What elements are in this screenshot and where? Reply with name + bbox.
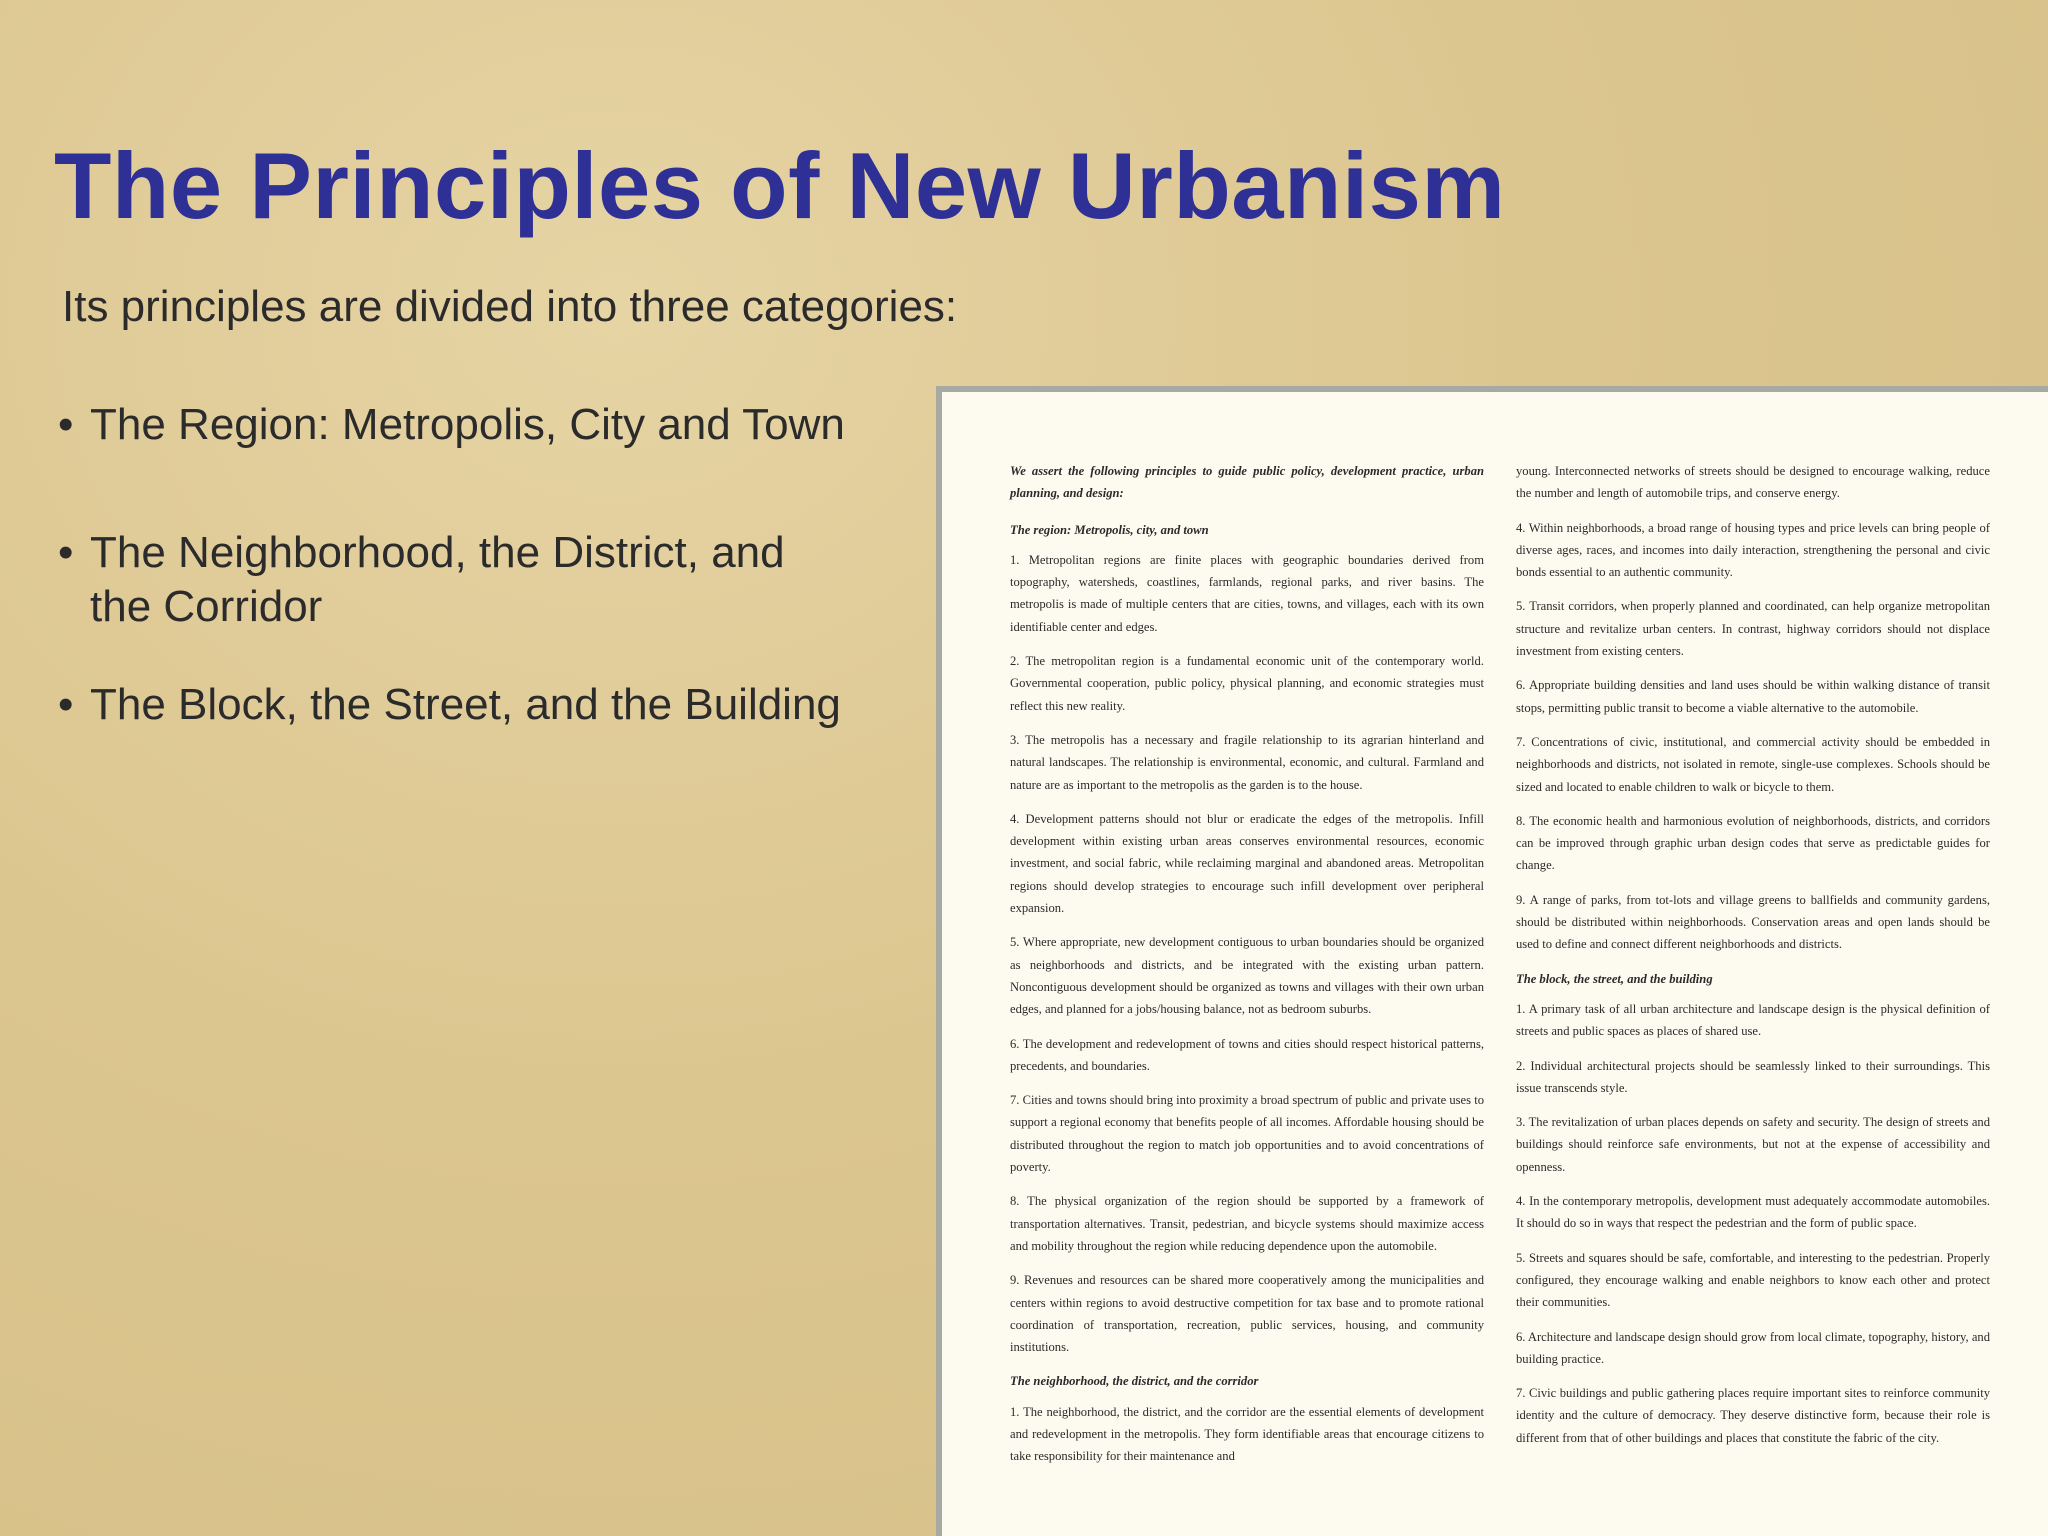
- bullet-text: The Region: Metropolis, City and Town: [90, 400, 845, 449]
- principle-paragraph: 8. The physical organization of the region should be supported by a framework of transportation alternatives. Transit, pedestrian, and bicycle systems should maximize access and mobility throughout the region while reducing dependence upon the automobile.: [1010, 1194, 1484, 1253]
- principle-paragraph: 2. The metropolitan region is a fundamental economic unit of the contemporary world. Governmental cooperation, public policy, physical planning, and economic strategies must reflect this new reality.: [1010, 654, 1484, 713]
- principle-paragraph: 6. The development and redevelopment of towns and cities should respect historical patterns, precedents, and boundaries.: [1010, 1036, 1484, 1073]
- principle-paragraph: 9. A range of parks, from tot-lots and village greens to ballfields and community gardens, should be distributed within neighborhoods. Conservation areas and open lands should be used to define and connect different neighborhoods and districts.: [1516, 892, 1990, 952]
- principle-paragraph: 7. Concentrations of civic, institutional, and commercial activity should be embedded in neighborhoods and districts, not isolated in remote, single-use complexes. Schools should be sized and located to enable children to walk or bicycle to them.: [1516, 734, 1990, 794]
- principle-paragraph: 5. Transit corridors, when properly planned and coordinated, can help organize metropolitan structure and revitalize urban centers. In contrast, highway corridors should not displace investment from existing centers.: [1516, 599, 1990, 659]
- section-heading-neighborhood: The neighborhood, the district, and the corridor: [1010, 1374, 1259, 1389]
- document-right-column: [1516, 460, 1990, 1461]
- block-principles: [1516, 998, 1990, 1449]
- bullet-item-block: [58, 678, 918, 732]
- principle-paragraph: young. Interconnected networks of streets should be designed to encourage walking, reduce the number and length of automobile trips, and conserve energy.: [1516, 464, 1990, 501]
- principle-paragraph: 6. Appropriate building densities and land uses should be within walking distance of transit stops, permitting public transit to become a viable alternative to the automobile.: [1516, 678, 1990, 715]
- principle-paragraph: 3. The revitalization of urban places depends on safety and security. The design of streets and buildings should reinforce safe environments, but not at the expense of accessibility and openness.: [1516, 1115, 1990, 1174]
- bullet-text: The Block, the Street, and the Building: [90, 680, 841, 729]
- bullet-item-region: [58, 398, 918, 452]
- bullet-item-neighborhood: [58, 526, 918, 634]
- principle-paragraph: 3. The metropolis has a necessary and fragile relationship to its agrarian hinterland and natural landscapes. The relationship is environmental, economic, and cultural. Farmland and nature are as important to the metropolis as the garden is to the house.: [1010, 732, 1484, 792]
- principle-paragraph: 5. Streets and squares should be safe, comfortable, and interesting to the pedestrian. Properly configured, they encourage walking and enable neighbors to know each other and protect their communities.: [1516, 1250, 1990, 1310]
- charter-document-image: [936, 386, 2048, 1536]
- principle-paragraph: 1. A primary task of all urban architecture and landscape design is the physical definition of streets and public spaces as places of shared use.: [1516, 1001, 1990, 1039]
- principle-paragraph: 5. Where appropriate, new development contiguous to urban boundaries should be organized as neighborhoods and districts, and be integrated with the existing urban pattern. Noncontiguous development should be organized as towns and villages with their own urban edges, and planned for a jobs/housing balance, not as bedroom suburbs.: [1010, 935, 1484, 1017]
- principle-paragraph: 1. The neighborhood, the district, and the corridor are the essential elements of development and redevelopment in the metropolis. They form identifiable areas that encourage citizens to take responsibility for their maintenance and: [1010, 1404, 1484, 1464]
- principle-paragraph: 6. Architecture and landscape design should grow from local climate, topography, history, and building practice.: [1516, 1329, 1990, 1366]
- principle-paragraph: 4. Development patterns should not blur or eradicate the edges of the metropolis. Infill development within existing urban areas conserves environmental resources, economic investment, and social fabric, while reclaiming marginal and abandoned areas. Metropolitan regions should develop strategies to encourage such infill development over peripheral expansion.: [1010, 811, 1484, 916]
- neighborhood-principles-left: [1010, 1401, 1484, 1468]
- bullet-text: The Neighborhood, the District, and the Corridor: [90, 528, 785, 631]
- principle-paragraph: 7. Civic buildings and public gathering places require important sites to reinforce community identity and the culture of democracy. They deserve distinctive form, because their role is different from that of other buildings and places that constitute the fabric of the city.: [1516, 1386, 1990, 1445]
- document-left-column: [1010, 460, 1484, 1480]
- bullet-dot-icon: •: [58, 528, 74, 577]
- slide-subtitle: Its principles are divided into three categories:: [62, 282, 958, 331]
- section-heading-block: The block, the street, and the building: [1516, 971, 1713, 986]
- document-intro: We assert the following principles to guide public policy, development practice, urban planning, and design:: [1010, 464, 1484, 501]
- region-principles: [1010, 549, 1484, 1359]
- principle-paragraph: 1. Metropolitan regions are finite places with geographic boundaries derived from topography, watersheds, coastlines, farmlands, regional parks, and river basins. The metropolis is made of multiple centers that are cities, towns, and villages, each with its own identifiable center and edges.: [1010, 552, 1484, 634]
- principle-paragraph: 7. Cities and towns should bring into proximity a broad spectrum of public and private uses to support a regional economy that benefits people of all incomes. Affordable housing should be distributed throughout the region to match job opportunities and to avoid concentrations of poverty.: [1010, 1093, 1484, 1175]
- principle-paragraph: 4. In the contemporary metropolis, development must adequately accommodate automobiles. It should do so in ways that respect the pedestrian and the form of public space.: [1516, 1194, 1990, 1231]
- neighborhood-principles-right: [1516, 460, 1990, 956]
- section-heading-region: The region: Metropolis, city, and town: [1010, 522, 1209, 537]
- slide-title: The Principles of New Urbanism: [54, 133, 1506, 238]
- principle-paragraph: 2. Individual architectural projects should be seamlessly linked to their surroundings. This issue transcends style.: [1516, 1058, 1990, 1095]
- principle-paragraph: 8. The economic health and harmonious evolution of neighborhoods, districts, and corridors can be improved through graphic urban design codes that serve as predictable guides for change.: [1516, 813, 1990, 873]
- bullet-dot-icon: •: [58, 680, 74, 729]
- bullet-dot-icon: •: [58, 400, 74, 449]
- principle-paragraph: 4. Within neighborhoods, a broad range of housing types and price levels can bring people of diverse ages, races, and incomes into daily interaction, strengthening the personal and civic bonds essential to an authentic community.: [1516, 520, 1990, 580]
- principle-paragraph: 9. Revenues and resources can be shared more cooperatively among the municipalities and centers within regions to avoid destructive competition for tax base and to promote rational coordination of transportation, recreation, public services, housing, and community institutions.: [1010, 1273, 1484, 1355]
